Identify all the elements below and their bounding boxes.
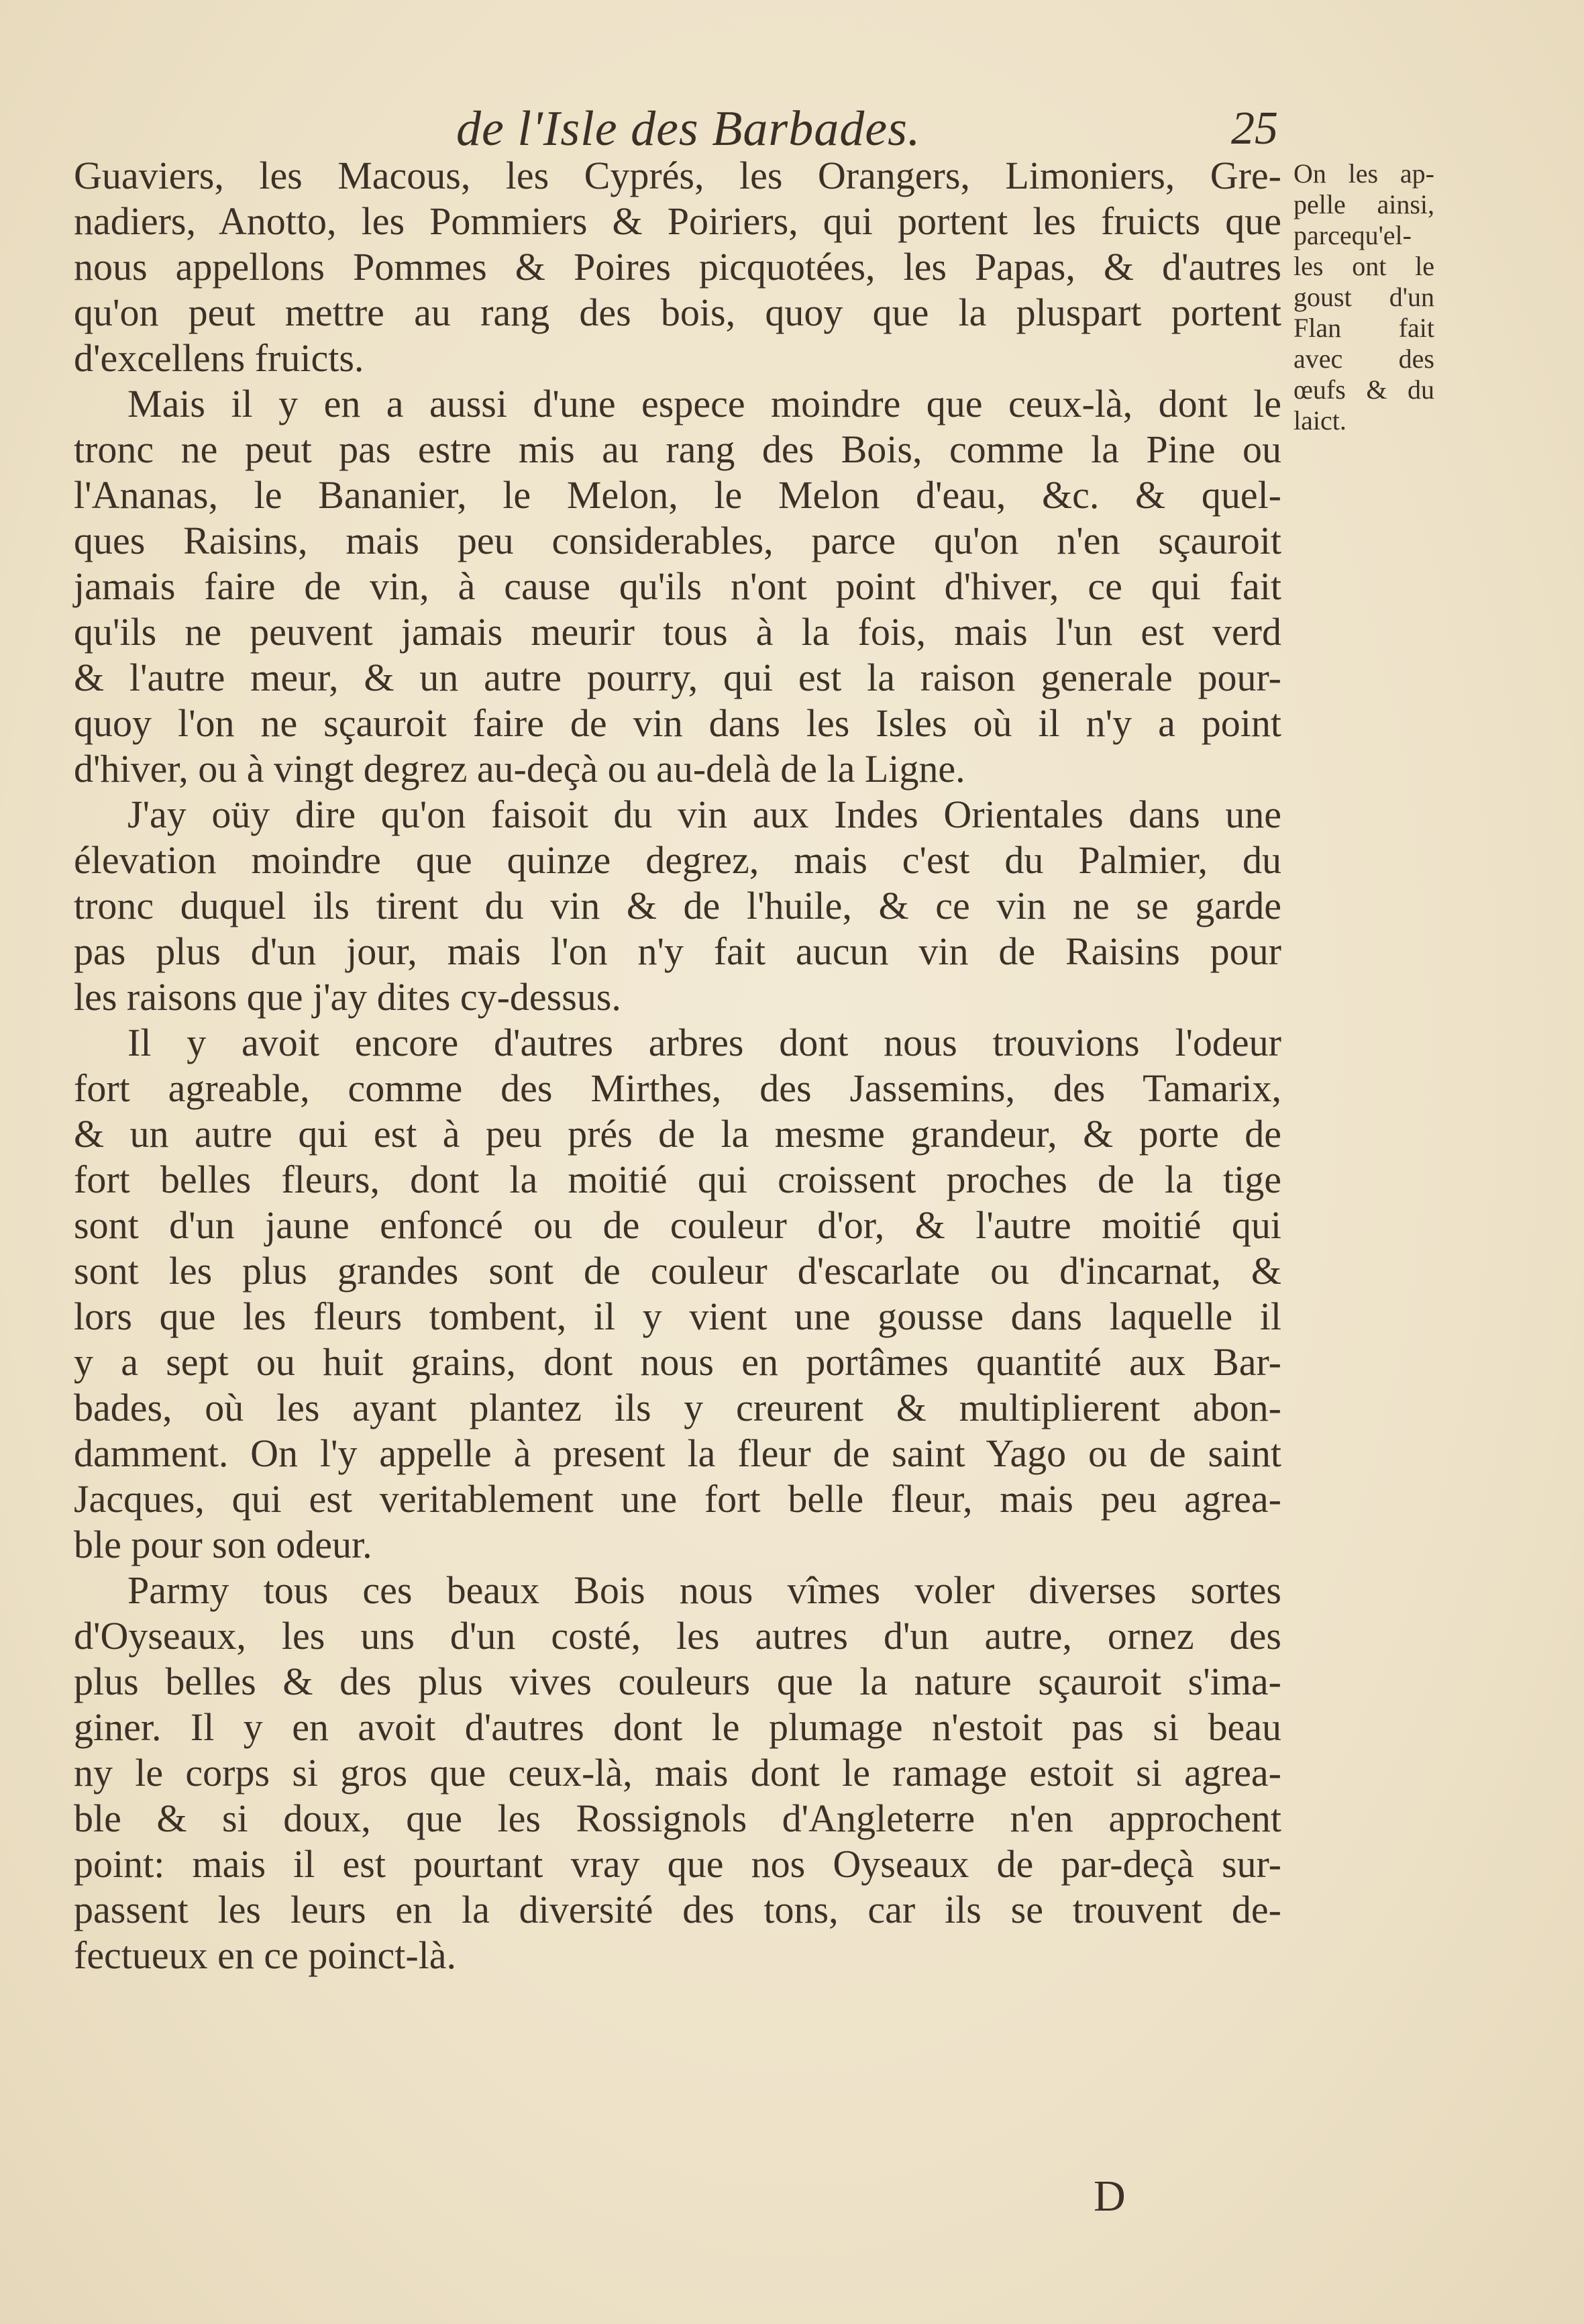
text-line: plus belles & des plus vives couleurs que la nature sçauroit s'ima- [74, 1660, 1281, 1703]
text-line: & l'autre meur, & un autre pourry, qui est la raison generale pour- [74, 656, 1281, 699]
text-line: les raisons que j'ay dites cy-dessus. [74, 975, 621, 1019]
paragraph [74, 381, 1281, 792]
text-line: ques Raisins, mais peu considerables, parce qu'on n'en sçauroit [74, 519, 1281, 562]
text-line: fort agreable, comme des Mirthes, des Jassemins, des Tamarix, [74, 1066, 1281, 1110]
text-line: ny le corps si gros que ceux-là, mais dont le ramage estoit si agrea- [74, 1751, 1281, 1795]
body-text [74, 153, 1281, 1978]
text-line: damment. On l'y appelle à present la fleur de saint Yago ou de saint [74, 1431, 1281, 1475]
paragraph [74, 1568, 1281, 1978]
text-line: d'Oyseaux, les uns d'un costé, les autres d'un autre, ornez des [74, 1614, 1281, 1658]
text-line: tronc duquel ils tirent du vin & de l'huile, & ce vin ne se garde [74, 884, 1281, 927]
text-line: giner. Il y en avoit d'autres dont le plumage n'estoit pas si beau [74, 1705, 1281, 1749]
text-line: pas plus d'un jour, mais l'on n'y fait aucun vin de Raisins pour [74, 929, 1281, 973]
paragraph [74, 792, 1281, 1020]
note-line: œufs & du [1293, 374, 1434, 405]
note-line: parcequ'el- [1293, 220, 1412, 250]
text-line: qu'on peut mettre au rang des bois, quoy que la pluspart portent [74, 291, 1281, 334]
text-line: fectueux en ce poinct-là. [74, 1933, 457, 1977]
text-line: jamais faire de vin, à cause qu'ils n'ont point d'hiver, ce qui fait [74, 564, 1281, 608]
running-title: de l'Isle des Barbades. [456, 101, 921, 156]
text-line: bades, où les ayant plantez ils y creurent & multiplierent abon- [74, 1386, 1281, 1429]
text-line: quoy l'on ne sçauroit faire de vin dans les Isles où il n'y a point [74, 701, 1281, 745]
marginal-note [1293, 158, 1434, 436]
signature-mark: D [1094, 2172, 1126, 2221]
page-number: 25 [1231, 103, 1278, 154]
note-line: avec des [1293, 344, 1434, 374]
text-line: Jacques, qui est veritablement une fort belle fleur, mais peu agrea- [74, 1477, 1281, 1521]
text-line: Il y avoit encore d'autres arbres dont nous trouvions l'odeur [127, 1021, 1281, 1064]
text-line: tronc ne peut pas estre mis au rang des Bois, comme la Pine ou [74, 427, 1281, 471]
note-line: les ont le [1293, 251, 1434, 281]
text-line: Parmy tous ces beaux Bois nous vîmes voler diverses sortes [127, 1568, 1281, 1612]
text-line: y a sept ou huit grains, dont nous en portâmes quantité aux Bar- [74, 1340, 1281, 1384]
paragraph [74, 153, 1281, 381]
text-line: sont d'un jaune enfoncé ou de couleur d'or, & l'autre moitié qui [74, 1203, 1281, 1247]
text-line: point: mais il est pourtant vray que nos Oyseaux de par-deçà sur- [74, 1842, 1281, 1886]
text-line: lors que les fleurs tombent, il y vient une gousse dans laquelle il [74, 1295, 1281, 1338]
text-line: Guaviers, les Macous, les Cyprés, les Orangers, Limoniers, Gre- [74, 154, 1281, 197]
text-line: sont les plus grandes sont de couleur d'escarlate ou d'incarnat, & [74, 1249, 1281, 1293]
text-line: J'ay oüy dire qu'on faisoit du vin aux Indes Orientales dans une [127, 793, 1281, 836]
note-line: goust d'un [1293, 282, 1434, 312]
text-line: d'excellens fruicts. [74, 336, 364, 380]
running-head [403, 101, 1342, 161]
paragraph [74, 1020, 1281, 1568]
note-line: pelle ainsi, [1293, 189, 1434, 219]
text-line: élevation moindre que quinze degrez, mais c'est du Palmier, du [74, 838, 1281, 882]
text-line: Mais il y en a aussi d'une espece moindre que ceux-là, dont le [127, 382, 1281, 425]
text-line: l'Ananas, le Bananier, le Melon, le Melon d'eau, &c. & quel- [74, 473, 1281, 517]
text-line: nadiers, Anotto, les Pommiers & Poiriers, qui portent les fruicts que [74, 199, 1281, 243]
text-line: ble pour son odeur. [74, 1523, 372, 1566]
text-line: qu'ils ne peuvent jamais meurir tous à la fois, mais l'un est verd [74, 610, 1281, 654]
text-line: & un autre qui est à peu prés de la mesme grandeur, & porte de [74, 1112, 1281, 1156]
text-line: passent les leurs en la diversité des tons, car ils se trouvent de- [74, 1888, 1281, 1931]
note-line: laict. [1293, 405, 1347, 436]
text-line: nous appellons Pommes & Poires picquotées, les Papas, & d'autres [74, 245, 1281, 289]
text-line: d'hiver, ou à vingt degrez au-deçà ou au-delà de la Ligne. [74, 747, 965, 791]
text-line: ble & si doux, que les Rossignols d'Angleterre n'en approchent [74, 1797, 1281, 1840]
note-line: Flan fait [1293, 313, 1434, 343]
note-line: On les ap- [1293, 158, 1434, 189]
text-line: fort belles fleurs, dont la moitié qui croissent proches de la tige [74, 1158, 1281, 1201]
